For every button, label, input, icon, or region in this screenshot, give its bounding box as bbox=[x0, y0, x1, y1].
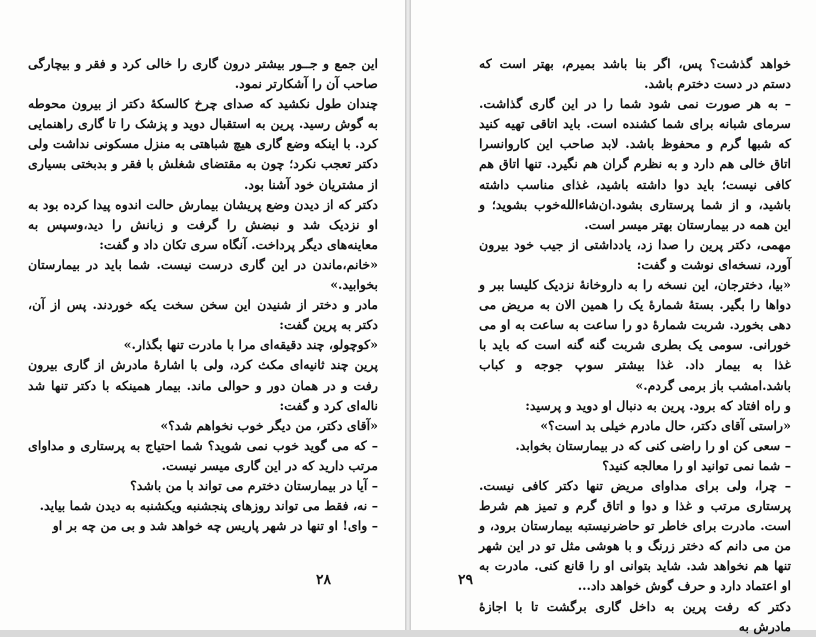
left-page bbox=[0, 0, 405, 630]
paragraph: پرین چند ثانیه‌ای مکث کرد، ولی با اشارهٔ مادرش از گاری بیرون رفت و در همان دور و حوالی ماند. بیمار همینکه با دکتر تنها شد ناله‌ای کرد و گفت: bbox=[28, 357, 378, 413]
paragraph: – سعی کن او را راضی کنی که در بیمارستان بخوابد. bbox=[515, 437, 791, 453]
paragraph: – که می گوید خوب نمی شوید؟ شما احتیاج به پرستاری و مداوای مرتب دارید که در این گاری میسر نیست. bbox=[28, 437, 378, 473]
paragraph: چندان طول نکشید که صدای چرخ کالسکهٔ دکتر از بیرون محوطه به گوش رسید. پرین به استقبال دوید و پزشک را تا گاری راهنمایی کرد. با اینکه وضع گاری هیچ شباهتی به منزل مسکونی نداشت ولی دکتر تعجب نکرد؛ چون به مقتضای شغلش با فقر و بدبختی بسیاری از مشتریان خود آشنا بود. bbox=[28, 96, 378, 192]
paragraph: «خانم،ماندن در این گاری درست نیست. شما باید در بیمارستان بخوابید.» bbox=[28, 256, 378, 293]
right-page bbox=[411, 0, 816, 634]
page-number: ۲۸ bbox=[316, 572, 332, 588]
paragraph: – شما نمی توانید او را معالجه کنید؟ bbox=[602, 457, 791, 473]
paragraph: «آقای دکتر، من دیگر خوب نخواهم شد؟» bbox=[160, 417, 378, 433]
right-page-body bbox=[479, 54, 791, 637]
page-number: ۲۹ bbox=[458, 572, 474, 588]
paragraph: – وای! او تنها در شهر پاریس چه خواهد شد و بی من چه بر او bbox=[52, 518, 378, 534]
paragraph: «کوچولو، چند دقیقه‌ای مرا با مادرت تنها بگذار.» bbox=[123, 337, 378, 353]
paragraph: «راستی آقای دکتر، حال مادرم خیلی بد است؟» bbox=[540, 417, 791, 433]
paragraph: – به هر صورت نمی شود شما را در این گاری گذاشت. سرمای شبانه برای شما کشنده است. باید اتاقی تهیه کنید که شبها گرم و محفوظ باشد. لابد صاحب این کاروانسرا اتاق خالی هم دارد و به نظرم گران هم نگیرد. تنها اتاق هم کافی نیست؛ باید دوا داشته باشید، غذای مناسب داشته باشید، و از شما پرستاری بشود.ان‌شاءالله‌خوب بشوید؛ و این همه در بیمارستان بهتر میسر است. bbox=[479, 96, 791, 232]
paragraph: – آیا در بیمارستان دخترم می تواند با من باشد؟ bbox=[130, 477, 378, 493]
paragraph: – چرا، ولی برای مداوای مریض تنها دکتر کافی نیست. پرستاری مرتب و غذا و دوا و اتاق گرم و تمیز هم شرط است. مادرت برای خاطر تو حاضرنیستبه بیمارستان برود، و من می دانم که دختر زرنگ و با هوشی مثل تو در این شهر تنها هم نخواهد شد. شاید بتوانی او را قانع کنی. مادرت به او اعتماد دارد و حرف گوش خواهد داد... bbox=[479, 477, 791, 594]
paragraph: خواهد گذشت؟ پس، اگر بنا باشد بمیرم، بهتر است که دستم در دست دخترم باشد. bbox=[479, 56, 791, 92]
left-page-body bbox=[28, 54, 378, 536]
paragraph: مادر و دختر از شنیدن این سخن سخت یکه خوردند. پس از آن، دکتر به پرین گفت: bbox=[28, 297, 378, 333]
paragraph: دکتر که از دیدن وضع پریشان بیمارش حالت اندوه پیدا کرده بود به او نزدیک شد و نبضش را گرفت و زبانش را دید،وسپس به معاینه‌های دیگر پرداخت. آنگاه سری تکان داد و گفت: bbox=[28, 196, 378, 252]
paragraph: – نه، فقط می تواند روزهای پنجشنبه ویکشنبه به دیدن شما بیاید. bbox=[39, 498, 378, 514]
paragraph: مهمی، دکتر پرین را صدا زد، یادداشتی از جیب خود بیرون آورد، نسخه‌ای نوشت و گفت: bbox=[479, 236, 791, 272]
paragraph: و راه افتاد که برود. پرین به دنبال او دوید و پرسید: bbox=[525, 397, 791, 413]
paragraph: «بیا، دخترجان، این نسخه را به داروخانهٔ نزدیک کلیسا ببر و دواها را بگیر. بستهٔ شمارهٔ یک را همین الان به مریض می دهی بخورد. شربت شمارهٔ دو را ساعت به ساعت به او می خورانی. سومی یک بطری شربت گنه گنه است که باید با غذا به بیمار داد. غذا بیشتر سوپ جوجه و کباب باشد.امشب باز برمی گردم.» bbox=[479, 277, 791, 393]
paragraph: این جمع و جــور بیشتر درون گاری را خالی کرد و فقر و بیچارگی صاحب آن را آشکارتر نمود. bbox=[28, 56, 378, 92]
paragraph: دکتر که رفت پرین به داخل گاری برگشت تا با اجازهٔ مادرش به bbox=[479, 598, 791, 634]
